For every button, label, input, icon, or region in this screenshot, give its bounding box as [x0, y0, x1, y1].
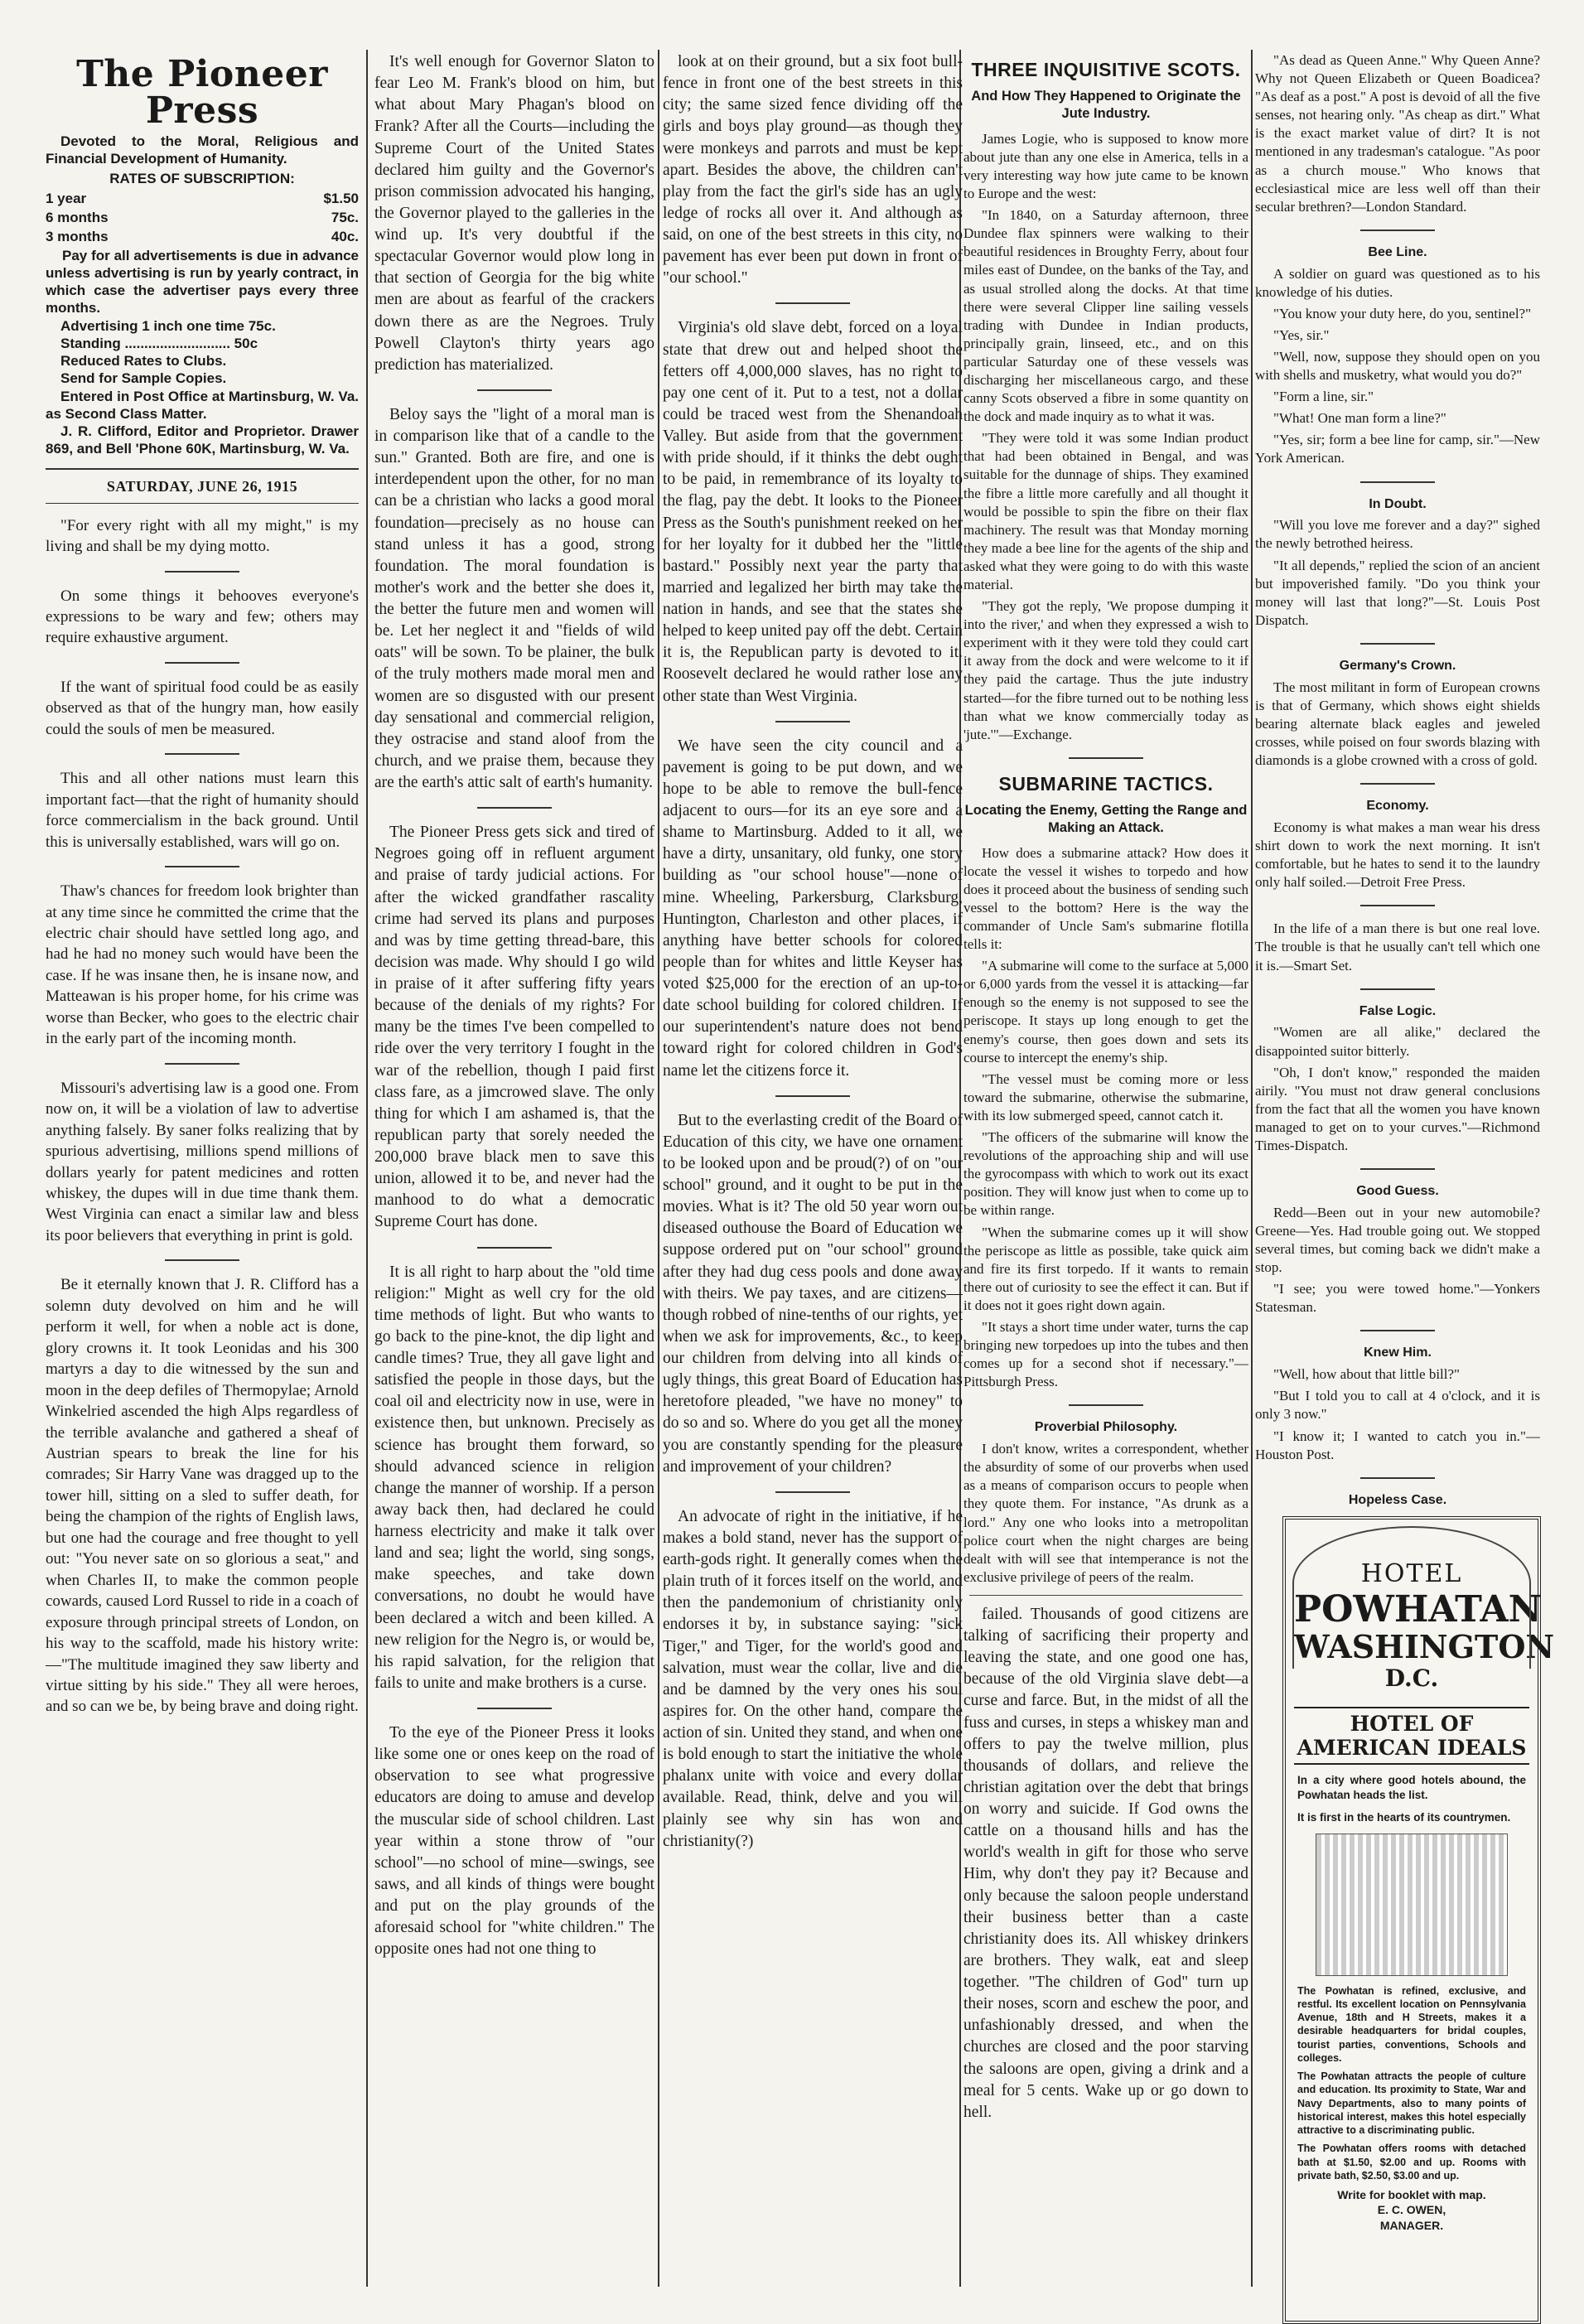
rate-price: 75c.	[331, 210, 359, 226]
rates-table	[46, 190, 359, 246]
paragraph: "They got the reply, 'We propose dumping it into the river,' and when they expressed a wish to experiment with it they were told they could cart it away from the dock and were welcome to it if they paid the cartage. Thus the jute industry started—for the fibre turned out to be nothing less than what we know commercially today as 'jute.'"—Exchange.	[963, 598, 1248, 742]
column-4-upper	[963, 58, 1248, 1587]
separator	[1360, 1477, 1435, 1479]
separator	[1069, 757, 1143, 759]
editorial-paragraphs	[374, 51, 654, 1960]
masthead-notice: Advertising 1 inch one time 75c.	[60, 317, 276, 334]
separator	[1360, 988, 1435, 990]
paragraph: "It all depends," replied the scion of an ancient but impoverished family. "Do you think your money will last that long?"—St. Louis Post Dispatch.	[1255, 557, 1540, 628]
item-headline: Germany's Crown.	[1339, 658, 1456, 673]
ad-text: The Powhatan offers rooms with detached bath at $1.50, $2.00 and up. Rooms with private bath, $2.50, $3.00 and up.	[1297, 2143, 1526, 2181]
paragraph: "Yes, sir; form a bee line for camp, sir."—New York American.	[1255, 432, 1540, 466]
separator	[1360, 1168, 1435, 1170]
paragraph: "Form a line, sir."	[1273, 389, 1374, 405]
separator	[775, 302, 850, 304]
paragraph: A soldier on guard was questioned as to his knowledge of his duties.	[1255, 265, 1540, 300]
separator	[775, 1095, 850, 1097]
ad-hotel-word: HOTEL	[1360, 1559, 1463, 1588]
rates-heading: RATES OF SUBSCRIPTION:	[109, 170, 295, 186]
paragraph: We have seen the city council and a pavement is going to be put down, and we hope to be able to remove the bull-fence adjacent to ours—for its an eye sore and a shame to Martinsburg. Added to it all, we have a dirty, unsanitary, old funky, one story building as "our school house"—none of mine. Wheeling, Parkersburg, Clarksburg, Huntington, Charleston and other places, if anything have better schools for colored people than for whites and little Keyser has voted $25,000 for the erection of an up-to-date school building for colored children. If our superintendent's nature does not bend toward right for colored children in God's name let the citizens force it.	[663, 737, 963, 1080]
separator	[165, 571, 239, 573]
submarine-deck: Locating the Enemy, Getting the Range and Making an Attack.	[964, 802, 1248, 836]
paragraph: It is all right to harp about the "old time religion:" Might as well cry for the old time methods of light. But who wants to go back to the pine-knot, the dip light and candle times? True, they all gave light and satisfied the people in those days, but the coal oil and electricity now in use, were in existence then, but unknown. Precisely as science has brought them forward, so should advanced science in religion change the manner of worship. If a person away back then, had declared he could harness electricity and make it talk over land and sea; light the world, sing songs, make speeches, and take down conversations, no doubt he would have been declared a witch and been killed. A new religion for the Negro is, or would be, his rapid salvation, for the religion that fails to unite and make brothers is a curse.	[374, 1263, 654, 1692]
rate-term: 3 months	[46, 228, 109, 244]
editorial-continuation	[963, 1604, 1248, 2123]
paragraph: Thaw's chances for freedom look brighter than at any time since he committed the crime that the electric chair should have settled long ago, and had he had no money such would have been the case. If he was insane then, he is insane now, and Matteawan is his proper home, for his crime was worse than Becker, who goes to the electric chair in the early part of the incoming month.	[46, 882, 359, 1048]
column-rule	[658, 50, 659, 2287]
paragraph: The most militant in form of European crowns is that of Germany, which shows eight shields bearing alternate black eagles and jeweled crosses, while poised on four swords blazing with diamonds is a globe crowned with a cross of gold.	[1255, 679, 1540, 769]
paragraph: I don't know, writes a correspondent, whether the absurdity of some of our proverbs when used as a means of comparison occurs to people when they quote them. For instance, "As drunk as a lord." Any one who looks into a metropolitan police court when the night charges are being dealt with will see that intemperance is not the exclusive privilege of peers of the realm.	[963, 1441, 1248, 1585]
ad-text: It is first in the hearts of its countrymen.	[1297, 1811, 1511, 1824]
paragraph: Be it eternally known that J. R. Clifford has a solemn duty devolved on him and he will perform it well, for when a noble act is done, glory crowns it. It took Leonidas and his 300 martyrs a day to die witnessed by the sun and moon in the deep defiles of Thermopylae; Arnold Winkelried ascended the high Alps regardless of the terrible avalanche and gathered a sheaf of Austrian spears to break the line for his comrades; Sir Harry Vane was dragged up to the tower hill, sitting on a sled to suffer death, for being the champion of the rights of English laws, but one had the courage and free thought to yell out: "You never sate on so glorious a seat," and when Charles II, to make the common people cowards, caused Lord Russel to ride in a coach of exposure through principal streets of London, on his way to the scaffold, made his history write:—"The multitude imagined they saw liberty and virtue sitting by his side." They all were heroes, and so can we be, by being brave and doing right.	[46, 1276, 359, 1716]
paragraph: Missouri's advertising law is a good one. From now on, it will be a violation of law to advertise anything falsely. By saner folks realizing that by spurious advertising, millions spend millions of dollars yearly for patent medicines and rotten whiskey, the dupes will in due time thank them. West Virginia can enact a similar law and bless its poor believers that everything in print is gold.	[46, 1079, 359, 1244]
item-headline: Economy.	[1366, 799, 1429, 814]
masthead-subtitle: Devoted to the Moral, Religious and Financial Development of Humanity.	[46, 133, 359, 167]
submarine-article	[963, 844, 1248, 1392]
scots-headline: THREE INQUISITIVE SCOTS.	[971, 59, 1241, 80]
rate-price: 40c.	[331, 228, 359, 244]
separator	[1360, 230, 1435, 231]
paragraph: "Women are all alike," declared the disappointed suitor bitterly.	[1255, 1024, 1540, 1059]
paragraph: "You know your duty here, do you, sentinel?"	[1273, 305, 1532, 321]
separator	[1360, 1330, 1435, 1331]
item-headline: Hopeless Case.	[1348, 1492, 1447, 1507]
rate-row	[46, 228, 359, 247]
paragraph: Economy is what makes a man wear his dress shirt down to work the next morning. It isn't comfortable, but he hates to send it to the laundry only half soiled.—Detroit Free Press.	[1255, 819, 1540, 891]
paragraph: "Yes, sir."	[1273, 326, 1330, 343]
separator	[165, 1259, 239, 1261]
proverb-headline: Proverbial Philosophy.	[1034, 1420, 1178, 1435]
separator	[1360, 905, 1435, 906]
masthead-title: The Pioneer Press	[76, 53, 328, 132]
paragraph: This and all other nations must learn this important fact—that the right of humanity should force commercialism in the back ground. Until this is universally established, wars will go on.	[46, 770, 359, 851]
paragraph: "The vessel must be coming more or less toward the submarine, otherwise the submarine, with its low submerged speed, cannot catch it.	[963, 1070, 1248, 1123]
editorial-paragraphs	[46, 515, 359, 1718]
masthead-notice: J. R. Clifford, Editor and Proprietor. Drawer 869, and Bell 'Phone 60K, Martinsburg, W. Va.	[46, 423, 359, 457]
paragraph: An advocate of right in the initiative, if he makes a bold stand, never has the support of earth-gods right. It generally comes when the plain truth of it forces itself on the world, and then the pandemonium of christianity only endorses it by, in substance saying: "sick Tiger," and Tiger, for the world's good and salvation, must wear the collar, live and die and be damned by the very ones his soul aspires for. On the other hand, compare the action of sin. United they stand, and when one is bold enough to start the initiative the whole phalanx unite with voice and every dollar available. Read, think, delve and you will plainly see why sin has won and christianity(?)	[663, 1507, 963, 1850]
masthead-notice: Entered in Post Office at Martinsburg, W. Va. as Second Class Matter.	[46, 388, 359, 422]
separator	[165, 662, 239, 664]
masthead-notices	[46, 247, 359, 458]
paragraph: failed. Thousands of good citizens are talking of sacrificing their property and leaving the state, and one good one has, because of the old Virginia slave debt—a curse and farce. But, in the midst of all the fuss and curses, in steps a whiskey man and offers to pay the twelve million, plus thousands of dollars, and relieve the christian agitation over the debt that brings on worry and suicide. If God owns the cattle on a thousand hills and has the world's wealth in gift for those who serve Him, why don't they pay it? Because and only because the saloon people understand their business better than a caste christianity does its. All whiskey drinkers are brothers. They walk, eat and sleep together. "The children of God" turn up their noses, scorn and eschew the poor, and unfashionably dressed, and when the churches are closed and the poor starving the saloons are open, giving a drink and a meal for 5 cents. Wake up or go down to hell.	[963, 1605, 1248, 2121]
issue-date: SATURDAY, JUNE 26, 1915	[46, 468, 359, 504]
paragraph: "I see; you were towed home."—Yonkers Statesman.	[1255, 1281, 1540, 1316]
paragraph: "Will you love me forever and a day?" sighed the newly betrothed heiress.	[1255, 517, 1540, 552]
column-2	[374, 51, 654, 2288]
ad-slogan: HOTEL OF AMERICAN IDEALS	[1294, 1707, 1529, 1765]
masthead-notice: Reduced Rates to Clubs.	[60, 353, 227, 370]
paragraph: To the eye of the Pioneer Press it looks like some one or ones keep on the road of observation to see what progressive educators are doing to amuse and develop the muscular side of school children. Last year within a stone throw of "our school"—no school of mine—swings, see saws, and all kinds of things were bought and put on the play grounds of the aforesaid school for "white children." The opposite ones had not one thing to	[374, 1724, 654, 1959]
ad-text: The Powhatan attracts the people of culture and education. Its proximity to State, War and Navy Departments, also to many points of historical interest, makes this hotel especially attractive to a discriminating public.	[1297, 2070, 1526, 2137]
item-headline: Bee Line.	[1368, 244, 1427, 259]
paragraph: It's well enough for Governor Slaton to fear Leo M. Frank's blood on him, but what about Mary Phagan's blood on Frank? After all the Courts—including the Supreme Court of the United States declared him guilty and the Governor's prison commission advocated his hanging, the Governor played to the galleries in the wind up. It's very doubtful if the spectacular Governor would plow long in that section of Georgia for the big white men are about as fearful of the crackers down there as are the Negroes. Truly Powell Clayton's thirty years ago prediction has materialized.	[374, 53, 654, 374]
paragraph: "What! One man form a line?"	[1273, 410, 1446, 427]
paragraph: "Oh, I don't know," responded the maiden airily. "You must not draw general conclusions from the fact that all the women you have known managed to get on to your curves."—Richmond Times-Dispatch.	[1255, 1064, 1540, 1154]
column-rule	[366, 50, 368, 2287]
paragraph: Virginia's old slave debt, forced on a loyal state that drew out and helped shoot the fetters off 4,000,000 slaves, has no right to pay one cent of it. Put to a test, not a dollar could be traced west from the Shenandoah Valley. But aside from that the government with pride should, if it thinks the debt ought to be paid, in remembrance of its loyalty to the flag, pay the debt. It looks to the Pioneer Press as the South's punishment reeked on her for her loyalty for it dubbed her the "little bastard." Possibly next year the party that married and legalized her birth may take the nation in hands, and see that the states she helped to keep united pay off the debt. Certain it is, the Republican party is devoted to it. Roosevelt declared he would rather lose any other state than West Virginia.	[663, 319, 963, 705]
ad-manager-title: MANAGER.	[1379, 2218, 1444, 2232]
masthead-notice: Standing ........................... 50c	[60, 335, 258, 351]
rate-row	[46, 209, 359, 228]
paragraph: "When the submarine comes up it will show the periscope as little as possible, take quick aim and fire its first torpedo. If it wants to remain there out of curiosity to see the effect it can. But if it does not it goes right down again.	[963, 1224, 1248, 1313]
hotel-building-illustration	[1316, 1834, 1508, 1976]
masthead-notice: Pay for all advertisements is due in advance unless advertising is run by yearly contract, in which case the advertiser pays every three months.	[46, 247, 359, 316]
proverb-continuation: "As dead as Queen Anne." Why Queen Anne? Why not Queen Elizabeth or Queen Boadicea? "As deaf as a post." A post is devoid of all the five senses, not hearing only. "As cheap as dirt." What is the exact market value of dirt? It is not mentioned in any tradesman's catalogue. "As poor as a church mouse." Who knows that ecclesiastical mice are less well off than their secular brethren?—London Standard.	[1255, 52, 1540, 215]
paragraph: "Well, now, suppose they should open on you with shells and musketry, what would you do?"	[1255, 349, 1540, 384]
ad-hotel-name: POWHATAN	[1294, 1588, 1542, 1631]
ad-text: The Powhatan is refined, exclusive, and restful. Its excellent location on Pennsylvania Avenue, 18th and H Streets, makes it a desirable headquarters for bridal couples, tourist parties, conventions, Schools and colleges.	[1297, 1984, 1526, 2064]
column-5	[1255, 51, 1540, 1510]
paragraph: But to the everlasting credit of the Board of Education of this city, we have one ornament to be looked upon and be proud(?) of on "our school" ground, and it ought to be put in the movies. What is it? The old 50 year worn out diseased outhouse the Board of Education we suppose ordered put on "our school" ground after they had dug cess pools and done away with theirs. We pay taxes, and are citizens—though robbed of nine-tenths of our rights, yet when we ask for improvements, &c., to keep our children from delving into all kinds of ugly things, this great Board of Education has heretofore pleaded, "we have no money" to do so and so. Where do you get all the money you are constantly spending for the pleasure and improvement of your children?	[663, 1111, 963, 1476]
separator	[1360, 643, 1435, 645]
editorial-paragraphs	[663, 51, 963, 1853]
hotel-advertisement	[1282, 1516, 1555, 2324]
paragraph: "In 1840, on a Saturday afternoon, three Dundee flax spinners were walking to their beautiful residences in Broughty Ferry, about four miles east of Dundee, on the banks of the Tay, and as usual strolled along the docks. At that time there were several Clipper line sailing vessels trading with Dundee in Indian products, principally grain, linseed, etc., and on this particular Saturday one of these vessels was discharging her miscellaneous cargo, and these canny Scots observed a fibre in some quantity on the dock and made inquiry as to what it was.	[963, 207, 1248, 425]
ad-city: WASHINGTON	[1294, 1628, 1555, 1665]
paragraph: "But I told you to call at 4 o'clock, and it is only 3 now."	[1255, 1388, 1540, 1423]
rate-term: 1 year	[46, 191, 87, 207]
separator	[1069, 1404, 1143, 1406]
column-3	[663, 51, 963, 2288]
separator	[477, 1247, 552, 1249]
paragraph: "They were told it was some Indian product that had been obtained in Bengal, and was suitable for the dunnage of ships. They examined the fibre a little more carefully and all thought it would be possible to spin the fibre on their flax machinery. The result was that Monday morning they made a bee line for the agents of the ship and asked what they were going to do with this waste material.	[963, 430, 1248, 593]
paragraph: "Well, how about that little bill?"	[1273, 1366, 1460, 1383]
paragraph: Beloy says the "light of a moral man is in comparison like that of a candle to the sun." Granted. Both are fire, and one is interdependent upon the other, for no man can be a christian who lacks a good moral foundation—precisely as no house can stand unless it has a good, strong foundation. The moral foundation is mother's work and the better she does it, the better the future men and women will be. Let her neglect it and "fields of wild oats" will be sown. To be plainer, the bulk of the truly mothers made moral men and women are so disgusted with our present day sensational and commercial religion, they ostracise and stand aloof from the church, and we praise them, because they are the earth's attic salt of earth's humanity.	[374, 405, 654, 791]
separator	[1360, 783, 1435, 785]
paragraph: "A submarine will come to the surface at 5,000 or 6,000 yards from the vessel it is attacking—far enough so the enemy is not supposed to see the periscope. It stays up long enough to get the enemy's course, then goes down and sets its course to intercept the enemy's ship.	[963, 958, 1248, 1065]
separator	[477, 1708, 552, 1709]
paragraph: Redd—Been out in your new automobile? Greene—Yes. Had trouble going out. We stopped several times, but coming back we didn't make a stop.	[1255, 1204, 1540, 1276]
paragraph: "For every right with all my might," is my living and shall be my dying motto.	[46, 516, 359, 556]
paragraph: If the want of spiritual food could be as easily observed as that of the hungry man, how easily could the souls of men be measured.	[46, 678, 359, 738]
wreath-ornament	[1292, 1526, 1555, 1669]
submarine-headline: SUBMARINE TACTICS.	[998, 772, 1214, 795]
item-headline: Good Guess.	[1356, 1184, 1439, 1199]
miscellany-items	[1255, 230, 1540, 1510]
separator	[775, 721, 850, 722]
separator	[165, 866, 239, 867]
column-1	[46, 51, 359, 2288]
paragraph: "It stays a short time under water, turns the cap bringing new torpedoes up into the tubes and then comes up for a second shot if necessary."—Pittsburgh Press.	[963, 1318, 1248, 1390]
scots-article	[963, 130, 1248, 744]
paragraph: The Pioneer Press gets sick and tired of Negroes going off in refluent argument and praise of tardy judicial actions. For after the wicked grandfather rascality crime had served its plans and purposes and was by time getting thread-bare, this decision was made. Why should I go wild in praise of it after suffering fifty years because of the denials of my rights? For many be the times I've been compelled to ride over the very territory I fought in the war of the rebellion, though I paid first class fare, as a jimcrowed slave. The only thing for which I am ashamed is, that the republican party that sorely needed the 200,000 brave black men to save this union, allowed it to be, and never had the manhood to do what a democratic Supreme Court has done.	[374, 824, 654, 1231]
ad-dc: D.C.	[1384, 1664, 1439, 1692]
paragraph: How does a submarine attack? How does it locate the vessel it wishes to torpedo and how does it proceed about the business of sending such vessel to the bottom? Here is the way the commander of Uncle Sam's submarine flotilla tells it:	[963, 844, 1248, 953]
paragraph: look at on their ground, but a six foot bull-fence in front one of the best streets in this city; the same sized fence dividing off the girls and boys play ground—as though they were monkeys and parrots and must be kept apart. Besides the above, the children can't play from the fact the girl's side has an ugly ledge of rocks all over it. And although as said, on one of the best streets in this city, no pavement has ever been put down in front of "our school."	[663, 53, 963, 287]
proverb-article	[963, 1440, 1248, 1587]
paragraph: "The officers of the submarine will know the revolutions of the approaching ship and will use the gyrocompass with which to work out its exact position. They will know just when to come up to be within range.	[963, 1129, 1248, 1219]
separator	[477, 807, 552, 809]
column-4	[963, 51, 1248, 2288]
item-headline: Knew Him.	[1364, 1346, 1432, 1360]
separator	[165, 753, 239, 755]
paragraph: In the life of a man there is but one real love. The trouble is that he usually can't tell which one it is.—Smart Set.	[1255, 920, 1540, 974]
separator	[1360, 481, 1435, 483]
scots-deck: And How They Happened to Originate the Jute Industry.	[971, 88, 1241, 122]
masthead-notice: Send for Sample Copies.	[60, 370, 227, 387]
item-headline: False Logic.	[1359, 1003, 1437, 1018]
ad-text: Write for booklet with map.	[1337, 2188, 1486, 2202]
rate-row	[46, 190, 359, 209]
ad-manager-name: E. C. OWEN,	[1377, 2203, 1446, 2217]
rate-price: $1.50	[323, 191, 359, 207]
paragraph: On some things it behooves everyone's expressions to be wary and few; others may require exhaustive argument.	[46, 587, 359, 647]
separator	[969, 1595, 1243, 1596]
rate-term: 6 months	[46, 210, 109, 226]
separator	[165, 1063, 239, 1065]
separator	[477, 389, 552, 391]
ad-text: In a city where good hotels abound, the Powhatan heads the list.	[1297, 1774, 1526, 1801]
item-headline: In Doubt.	[1369, 496, 1427, 511]
paragraph: James Logie, who is supposed to know more about jute than any one else in America, tells in a very interesting way how jute came to be known to Europe and the west:	[963, 130, 1248, 202]
paragraph: "I know it; I wanted to catch you in."—Houston Post.	[1255, 1428, 1540, 1462]
column-rule	[1251, 50, 1253, 2287]
separator	[775, 1491, 850, 1493]
